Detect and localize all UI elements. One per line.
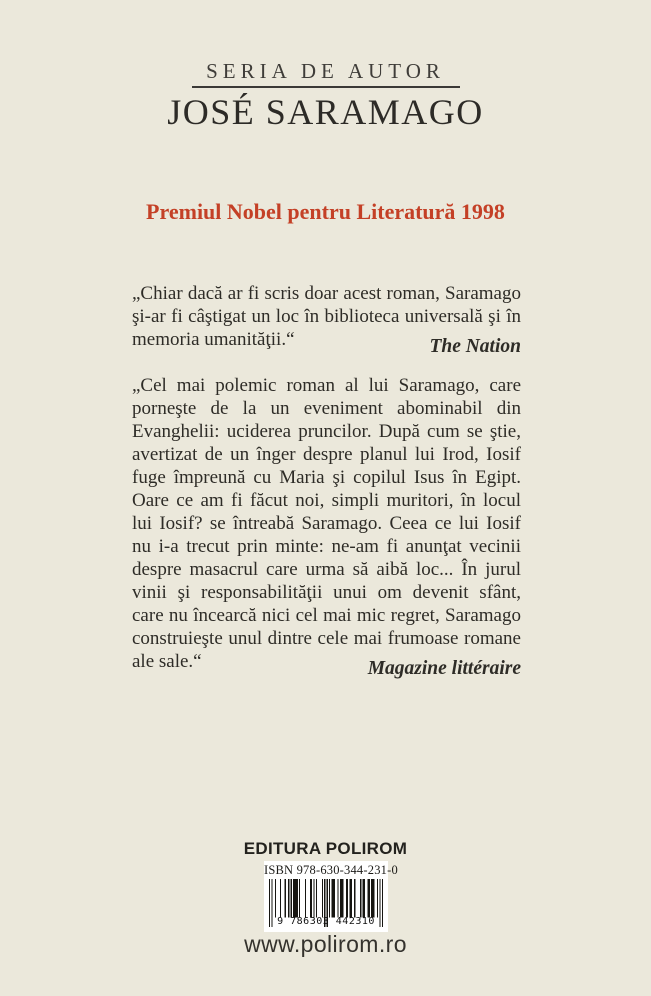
- series-divider-rule: [192, 86, 460, 88]
- publisher-website: www.polirom.ro: [244, 931, 407, 957]
- publisher-name: EDITURA POLIROM: [243, 839, 408, 858]
- quote-source-magazine-litteraire: Magazine littéraire: [367, 658, 521, 679]
- review-quotes: [132, 282, 521, 680]
- barcode-digits: 9 786303 442310: [277, 916, 375, 927]
- quote-the-nation: „Chiar dacă ar fi scris doar acest roman, Saramago şi-ar fi câştigat un loc în biblioteca universală şi în memoria umanităţii.“: [132, 283, 521, 350]
- isbn-barcode-box: [264, 861, 398, 932]
- nobel-award-line: Premiul Nobel pentru Literatură 1998: [146, 199, 505, 224]
- quote-source-the-nation: The Nation: [429, 336, 521, 357]
- barcode-wrap: [269, 879, 383, 927]
- quote-gap: [132, 358, 521, 374]
- series-label: SERIA DE AUTOR: [206, 59, 445, 83]
- isbn-label: ISBN 978-630-344-231-0: [264, 863, 398, 877]
- quote-magazine-litteraire: „Cel mai polemic roman al lui Saramago, care porneşte de la un eveniment abominabil din Evanghelii: uciderea pruncilor. După cum se ştie, avertizat de un înger despre planul lui Irod, Iosif fuge împreună cu Maria şi copilul Isus în Egipt. Oare ce am fi făcut noi, simpli muritori, în locul lui Iosif? se întreabă Saramago. Ceea ce lui Iosif nu i-a trecut prin minte: ne-am fi anunţat vecinii despre masacrul care urma să aibă loc... În jurul vinii şi responsabilităţii unui om devenit sfânt, care nu încearcă nici cel mai mic regret, Saramago construieşte unul dintre cele mai frumoase romane ale sale.“: [132, 375, 521, 672]
- author-name: JOSÉ SARAMAGO: [167, 92, 484, 132]
